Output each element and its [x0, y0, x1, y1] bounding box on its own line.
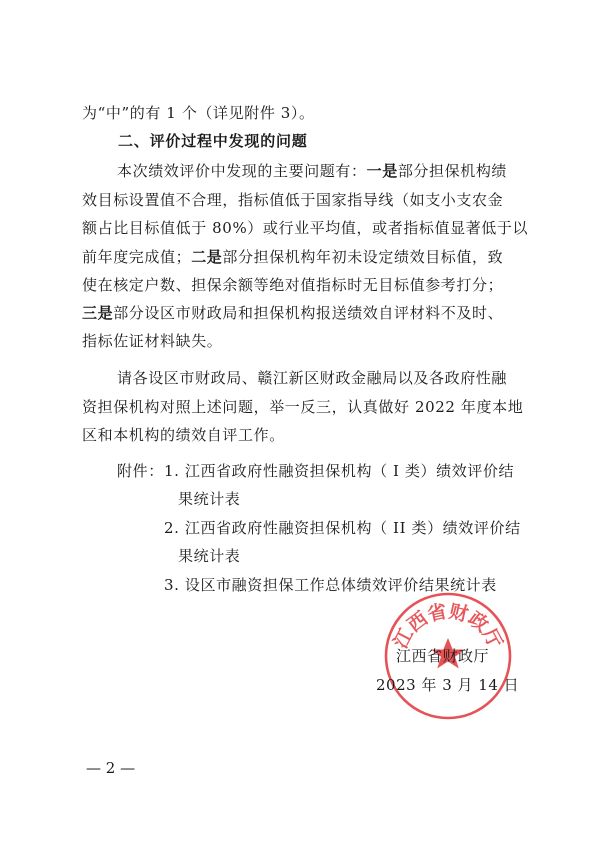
page-number: — 2 —: [86, 759, 136, 777]
attachment-item: 3. 设区市融资担保工作总体绩效评价结果统计表: [164, 576, 497, 594]
paragraph-line: 前年度完成值；二是部分担保机构年初未设定绩效目标值，致: [82, 248, 504, 266]
attachment-item: 2. 江西省政府性融资担保机构（ II 类）绩效评价结: [164, 519, 521, 537]
attachments-label: 附件：: [117, 462, 164, 480]
issue-date: 2023 年 3 月 14 日: [376, 676, 520, 694]
paragraph-line: 请各设区市财政局、赣江新区财政金融局以及各政府性融: [117, 369, 508, 387]
paragraph-line: 效目标设置值不合理，指标值低于国家指导线（如支小支农金: [82, 191, 504, 209]
attachment-item: 1. 江西省政府性融资担保机构（ I 类）绩效评价结: [164, 462, 515, 480]
attachment-item-continuation: 果统计表: [178, 547, 241, 565]
paragraph-line: 额占比目标值低于 80%）或行业平均值，或者指标值显著低于以: [82, 219, 529, 237]
paragraph-line: 本次绩效评价中发现的主要问题有：一是部分担保机构绩: [117, 162, 508, 180]
svg-text:江西省财政厅: 江西省财政厅: [389, 600, 507, 653]
continuation-line: 为“中”的有 1 个（详见附件 3）。: [82, 104, 315, 122]
paragraph-line: 资担保机构对照上述问题，举一反三，认真做好 2022 年度本地: [82, 398, 524, 416]
section-heading: 二、评价过程中发现的问题: [118, 132, 308, 150]
paragraph-line: 区和本机构的绩效自评工作。: [82, 426, 285, 444]
paragraph-line: 使在核定户数、担保余额等绝对值指标时无目标值参考打分；: [82, 276, 504, 294]
paragraph-line: 指标佐证材料缺失。: [82, 332, 223, 350]
attachment-item-continuation: 果统计表: [178, 490, 241, 508]
issuing-organization: 江西省财政厅: [396, 647, 490, 665]
paragraph-line: 三是部分设区市财政局和担保机构报送绩效自评材料不及时、: [82, 304, 504, 322]
